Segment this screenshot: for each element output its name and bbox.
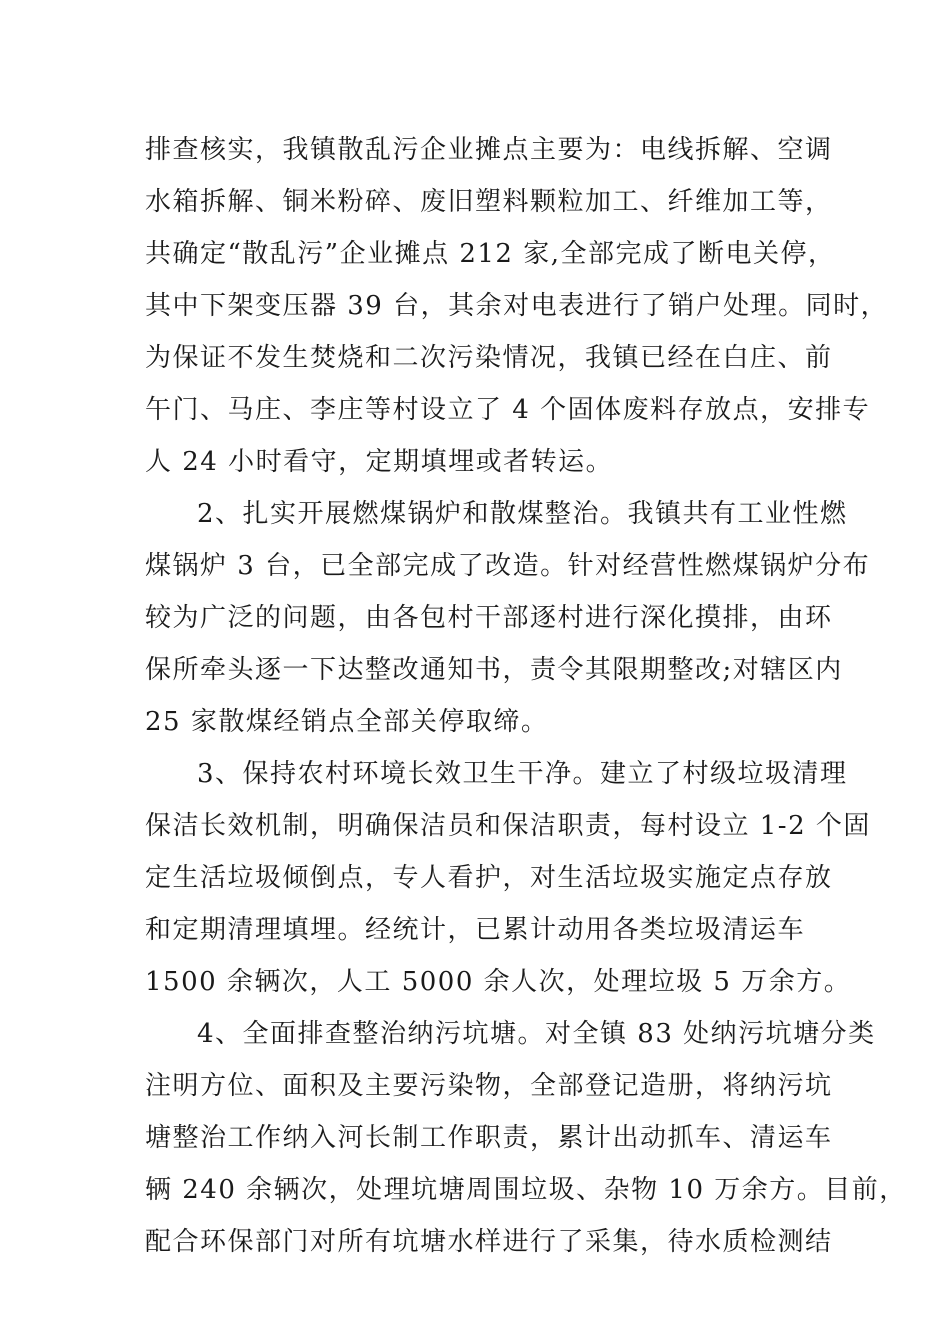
text-line: 1500 余辆次，人工 5000 余人次，处理垃圾 5 万余方。 (145, 967, 852, 997)
text-line: 4、全面排查整治纳污坑塘。对全镇 83 处纳污坑塘分类 (197, 1019, 876, 1049)
text-line: 其中下架变压器 39 台，其余对电表进行了销户处理。同时， (145, 291, 889, 321)
text-line: 配合环保部门对所有坑塘水样进行了采集，待水质检测结 (145, 1227, 833, 1257)
text-line: 较为广泛的问题，由各包村干部逐村进行深化摸排，由环 (145, 603, 833, 633)
text-line: 2、扎实开展燃煤锅炉和散煤整治。我镇共有工业性燃 (197, 499, 848, 529)
text-line: 3、保持农村环境长效卫生干净。建立了村级垃圾清理 (197, 759, 848, 789)
text-line: 保所牵头逐一下达整改通知书，责令其限期整改;对辖区内 (145, 655, 843, 685)
text-line: 煤锅炉 3 台，已全部完成了改造。针对经营性燃煤锅炉分布 (145, 551, 871, 581)
text-line: 辆 240 余辆次，处理坑塘周围垃圾、杂物 10 万余方。目前， (145, 1175, 907, 1205)
paragraph-waste-enterprises (145, 124, 889, 488)
text-line: 午门、马庄、李庄等村设立了 4 个固体废料存放点，安排专 (145, 395, 871, 425)
text-line: 和定期清理填埋。经统计，已累计动用各类垃圾清运车 (145, 915, 806, 945)
text-line: 定生活垃圾倾倒点，专人看护，对生活垃圾实施定点存放 (145, 863, 833, 893)
text-line: 塘整治工作纳入河长制工作职责，累计出动抓车、清运车 (145, 1123, 833, 1153)
text-line: 排查核实，我镇散乱污企业摊点主要为：电线拆解、空调 (145, 135, 833, 165)
paragraph-polluted-ponds (145, 1008, 907, 1268)
paragraph-rural-sanitation (145, 748, 871, 1008)
text-line: 人 24 小时看守，定期填埋或者转运。 (145, 447, 614, 477)
paragraph-coal-boilers (145, 488, 871, 748)
text-line: 水箱拆解、铜米粉碎、废旧塑料颗粒加工、纤维加工等， (145, 187, 833, 217)
document-body (145, 124, 907, 1268)
text-line: 为保证不发生焚烧和二次污染情况，我镇已经在白庄、前 (145, 343, 833, 373)
text-line: 25 家散煤经销点全部关停取缔。 (145, 707, 549, 737)
text-line: 注明方位、面积及主要污染物，全部登记造册，将纳污坑 (145, 1071, 833, 1101)
text-line: 保洁长效机制，明确保洁员和保洁职责，每村设立 1-2 个固 (145, 811, 871, 841)
text-line: 共确定“散乱污”企业摊点 212 家,全部完成了断电关停， (145, 239, 836, 269)
